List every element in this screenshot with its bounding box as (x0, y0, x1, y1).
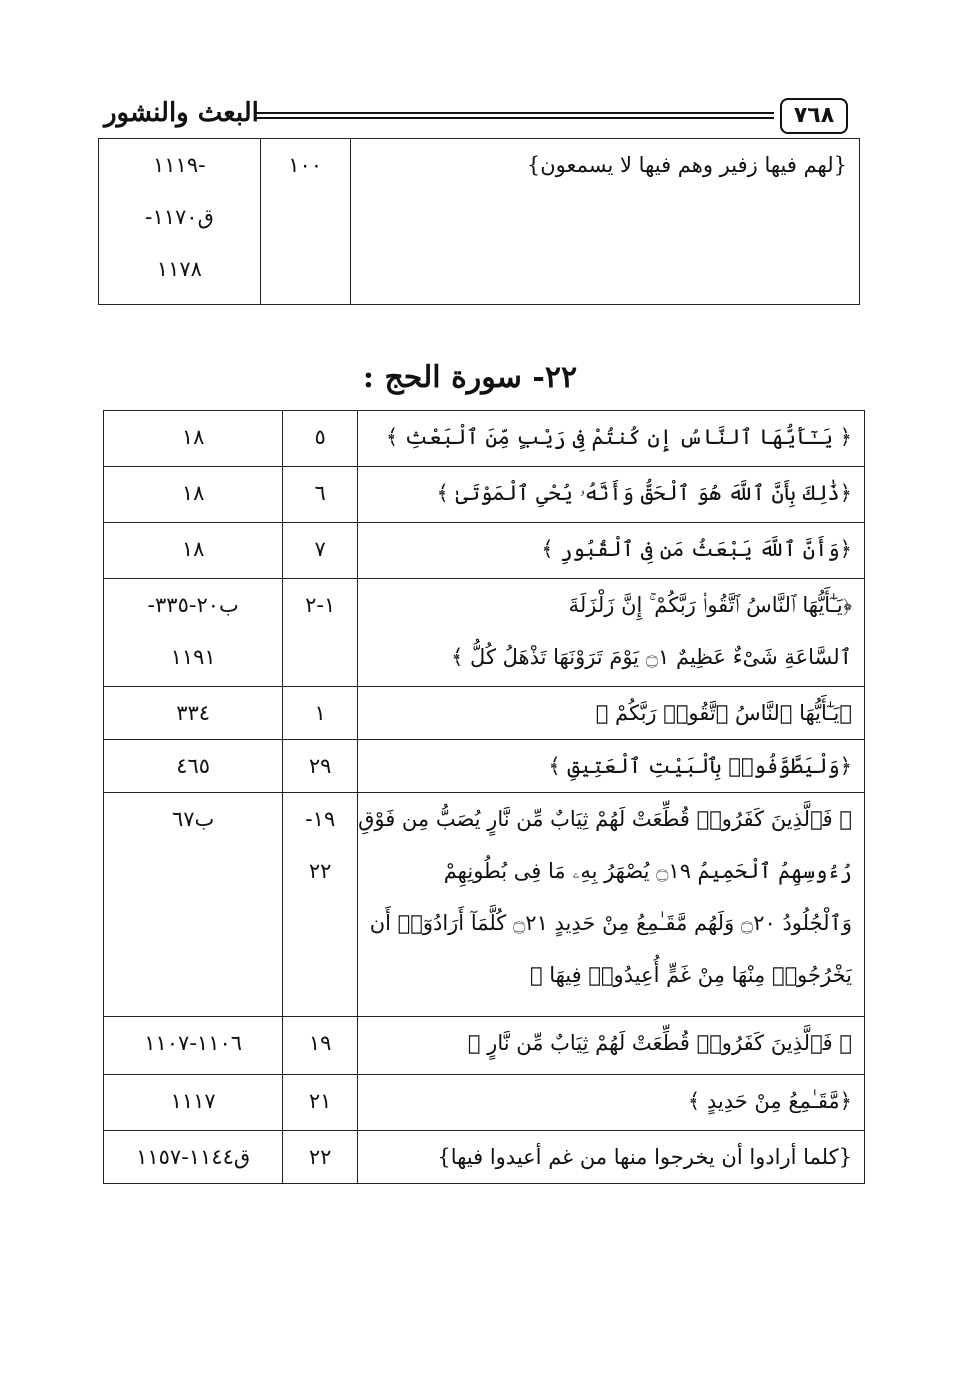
reference-cell (104, 687, 283, 740)
table-top (98, 138, 860, 305)
table-main (103, 410, 865, 1184)
table-top-body (99, 139, 860, 305)
page-header (104, 98, 848, 134)
header-rule (254, 110, 774, 122)
ayah-line: يَخْرُجُوا۟ مِنْهَا مِنْ غَمٍّ أُعِيدُوا۟ فِيهَا ﴾ (529, 963, 852, 987)
ayah-line: ﴿مَّقَـٰمِعُ مِنْ حَدِيدٍ ﴾ (687, 1089, 852, 1113)
ayah-number-cell (283, 411, 358, 467)
reference-cell (104, 1017, 283, 1075)
page-number: ٧٦٨ (780, 98, 848, 134)
table-main-body (104, 411, 865, 1184)
surah-heading: ٢٢- سورة الحج : (362, 360, 578, 395)
ayah-number: ١٩- (305, 807, 336, 831)
ayah-number: ١ (314, 701, 326, 725)
reference-line: ١١٠٦-١١٠٧ (144, 1031, 243, 1055)
ayah-number-cell (283, 1075, 358, 1131)
ayah-text-cell (358, 1131, 865, 1184)
ayah-line: رُءُوسِهِمُ ٱلْحَمِيمُ ۝١٩ يُصْهَرُ بِهِۦ مَا فِى بُطُونِهِمْ (443, 859, 852, 883)
ayah-text-cell (358, 1017, 865, 1075)
ayah-line: {لهم فيها زفير وهم فيها لا يسمعون} (526, 153, 847, 177)
reference-cell (104, 740, 283, 793)
ayah-number-cell (283, 687, 358, 740)
ayah-number: ١٠٠ (288, 153, 323, 177)
table-row (104, 1131, 865, 1184)
ayah-text-cell (358, 1075, 865, 1131)
reference-cell (99, 139, 261, 305)
ayah-number: ١-٢ (305, 593, 336, 617)
ayah-number: ٦ (314, 481, 326, 505)
reference-line: -١١١٩ (153, 153, 206, 177)
table-row (104, 523, 865, 579)
reference-cell (104, 579, 283, 687)
table-row (104, 467, 865, 523)
reference-line: ٣٣٤ (176, 701, 211, 725)
ayah-number-continued: ٢٢ (308, 859, 332, 883)
reference-line: ١١١٧ (170, 1089, 216, 1113)
reference-cell (104, 523, 283, 579)
reference-line: ٤٦٥ (176, 754, 211, 778)
ayah-number-cell (283, 740, 358, 793)
reference-line: ١٨ (181, 481, 205, 505)
table-row (104, 740, 865, 793)
ayah-number-cell (260, 139, 350, 305)
ayah-line: ﴿يَـٰٓأَيُّهَا ٱلنَّاسُ ٱتَّقُوا۟ رَبَّكُمْ ۚ إِنَّ زَلْزَلَةَ (568, 593, 852, 617)
ayah-line: ﴿يَـٰٓأَيُّهَا ٱلنَّاسُ ٱتَّقُوا۟ رَبَّكُمْ ﴾ (595, 701, 852, 725)
reference-line: ١١٧٨ (156, 257, 202, 281)
table-row (104, 1017, 865, 1075)
reference-line: ق١١٧٠- (144, 205, 214, 229)
ayah-number-cell (283, 793, 358, 1017)
table-row (104, 687, 865, 740)
reference-line: ١٨ (181, 537, 205, 561)
reference-cell (104, 793, 283, 1017)
reference-cell (104, 411, 283, 467)
ayah-text-cell (358, 523, 865, 579)
ayah-number-cell (283, 579, 358, 687)
ayah-number-cell (283, 467, 358, 523)
ayah-number: ٧ (314, 537, 326, 561)
reference-line: ق١١٤٤-١١٥٧ (136, 1145, 251, 1169)
ayah-line: ﴿ يَـٰٓأَيُّهَا ٱلنَّاسُ إِن كُنتُمْ فِى رَيْبٍ مِّنَ ٱلْبَعْثِ ﴾ (385, 425, 852, 449)
running-title: البعث والنشور (104, 98, 259, 128)
ayah-text-cell (358, 740, 865, 793)
ayah-text-cell (358, 687, 865, 740)
reference-cell (104, 1131, 283, 1184)
table-row (104, 793, 865, 1017)
ayah-number-cell (283, 1017, 358, 1075)
ayah-line: ﴿ فَٱلَّذِينَ كَفَرُوا۟ قُطِّعَتْ لَهُمْ ثِيَابٌ مِّن نَّارٍ ﴾ (467, 1031, 852, 1055)
ayah-line: ﴿وَأَنَّ ٱللَّهَ يَبْعَثُ مَن فِى ٱلْقُبُورِ ﴾ (541, 537, 852, 561)
ayah-number-cell (283, 523, 358, 579)
ayah-line: ﴿ذَٰلِكَ بِأَنَّ ٱللَّهَ هُوَ ٱلْحَقُّ وَأَنَّهُۥ يُحْىِ ٱلْمَوْتَىٰ ﴾ (436, 481, 852, 505)
reference-line: ب٢٠-٣٣٥- (147, 593, 239, 617)
ayah-number: ٢١ (308, 1089, 332, 1113)
reference-line: ١٨ (181, 425, 205, 449)
ayah-line: ٱلسَّاعَةِ شَىْءٌ عَظِيمٌ ۝١ يَوْمَ تَرَوْنَهَا تَذْهَلُ كُلُّ ﴾ (451, 645, 852, 669)
ayah-line: ﴿ فَٱلَّذِينَ كَفَرُوا۟ قُطِّعَتْ لَهُمْ ثِيَابٌ مِّن نَّارٍ يُصَبُّ مِن فَوْقِ (358, 807, 852, 831)
table-row (104, 1075, 865, 1131)
ayah-text-cell (358, 579, 865, 687)
ayah-number: ١٩ (308, 1031, 332, 1055)
ayah-number: ٢٩ (308, 754, 332, 778)
reference-cell (104, 1075, 283, 1131)
ayah-text-cell (358, 793, 865, 1017)
ayah-number-cell (283, 1131, 358, 1184)
reference-cell (104, 467, 283, 523)
reference-line: ب٦٧ (171, 807, 215, 831)
ayah-line: {كلما أرادوا أن يخرجوا منها من غم أعيدوا فيها} (437, 1145, 852, 1169)
reference-line: ١١٩١ (170, 645, 216, 669)
ayah-text-cell (358, 411, 865, 467)
ayah-number: ٥ (314, 425, 326, 449)
table-row (104, 579, 865, 687)
ayah-text-cell (350, 139, 859, 305)
ayah-text-cell (358, 467, 865, 523)
table-row (104, 411, 865, 467)
ayah-line: ﴿وَلْيَطَّوَّفُوا۟ بِٱلْبَيْتِ ٱلْعَتِيقِ ﴾ (548, 754, 852, 778)
table-row (99, 139, 860, 305)
ayah-line: وَٱلْجُلُودُ ۝٢٠ وَلَهُم مَّقَـٰمِعُ مِنْ حَدِيدٍ ۝٢١ كُلَّمَآ أَرَادُوٓا۟ أَن (369, 911, 852, 935)
ayah-number: ٢٢ (308, 1145, 332, 1169)
